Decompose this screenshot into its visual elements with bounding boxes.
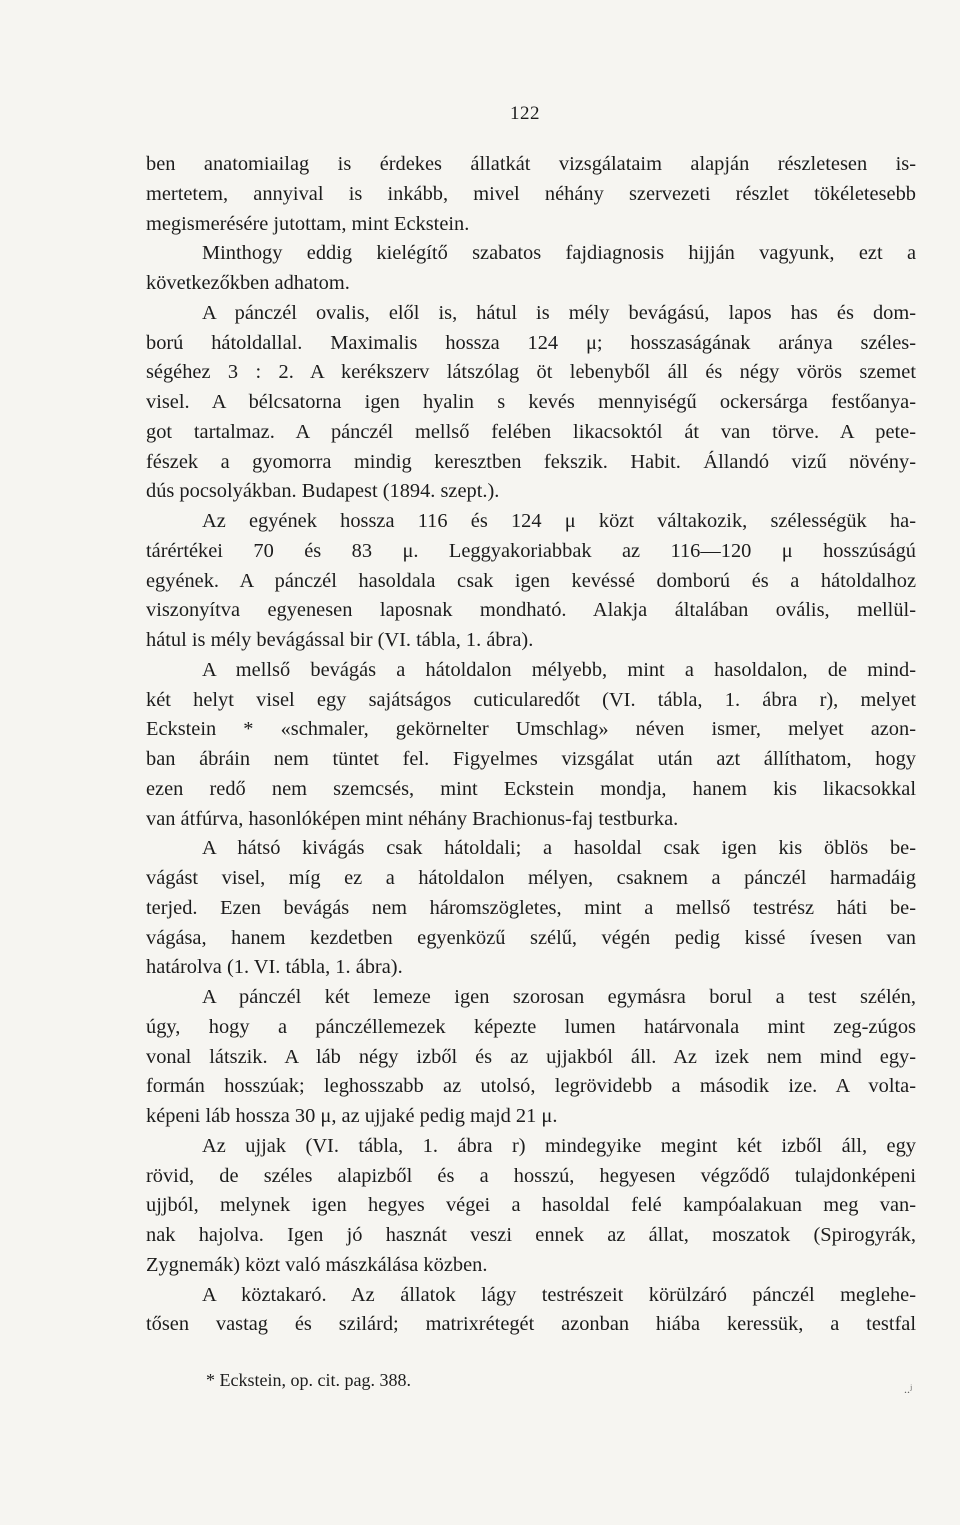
text-line: ezen redő nem szemcsés, mint Eckstein mondja, hanem kis likacsokkal <box>146 777 916 800</box>
text-line: dús pocsolyákban. Budapest (1894. szept.). <box>146 480 500 503</box>
text-line: Eckstein * «schmaler, gekörnelter Umschlag» néven ismer, melyet azon- <box>146 718 916 741</box>
text-line: viszonyítva egyenesen laposnak mondható. Alakja általában ovális, mellül- <box>146 599 916 622</box>
text-line: vágása, hanem kezdetben egyenközű szélű, végén pedig kissé ívesen van <box>146 926 916 949</box>
text-line: következőkben adhatom. <box>146 272 350 294</box>
text-line: fészek a gyomorra mindig keresztben fekszik. Habit. Állandó vizű növény- <box>146 450 916 473</box>
corner-mark: ..ʲ <box>904 1382 912 1396</box>
body-text <box>146 150 916 1340</box>
text-line: úgy, hogy a pánczéllemezek képezte lumen határvonala mint zeg-zúgos <box>146 1015 916 1038</box>
footnote: * Eckstein, op. cit. pag. 388. <box>206 1370 411 1390</box>
text-line: A pánczél ovalis, elől is, hátul is mély bevágású, lapos has és dom- <box>202 301 916 324</box>
text-line: megismerésére jutottam, mint Eckstein. <box>146 212 470 235</box>
text-line: Minthogy eddig kielégítő szabatos fajdiagnosis hijján vagyunk, ezt a <box>202 242 916 265</box>
text-line: got tartalmaz. A pánczél mellső felében likacsoktól át van törve. A pete- <box>146 420 916 443</box>
text-line: egyének. A pánczél hasoldala csak igen kevéssé domború és a hátoldalhoz <box>146 569 916 592</box>
text-line: ben anatomiailag is érdekes állatkát vizsgálataim alapján részletesen is- <box>146 153 916 175</box>
text-line: vonal látszik. A láb négy izből és az ujjakból áll. Az izek nem mind egy- <box>146 1045 916 1068</box>
text-line: formán hosszúak; leghosszabb az utolsó, legrövidebb a második ize. A volta- <box>146 1075 916 1098</box>
text-line: hátul is mély bevágással bir (VI. tábla, 1. ábra). <box>146 629 534 651</box>
text-line: Az egyének hossza 116 és 124 μ közt váltakozik, szélességük ha- <box>202 510 916 532</box>
text-line: A mellső bevágás a hátoldalon mélyebb, mint a hasoldalon, de mind- <box>202 658 916 681</box>
page-number: 122 <box>510 103 540 124</box>
text-line: nak hajolva. Igen jó hasznát veszi ennek az állat, moszatok (Spirogyrák, <box>146 1224 916 1246</box>
text-line: ború hátoldallal. Maximalis hossza 124 μ; hosszaságának aránya széles- <box>146 331 916 354</box>
text-line: rövid, de széles alapizből és a hosszú, hegyesen végződő tulajdonképeni <box>146 1164 916 1187</box>
text-line: határolva (1. VI. tábla, 1. ábra). <box>146 956 403 979</box>
text-line: terjed. Ezen bevágás nem háromszögletes, mint a mellső testrész háti be- <box>146 896 916 919</box>
text-line: ban ábráin nem tüntet fel. Figyelmes vizsgálat után azt állíthatom, hogy <box>146 748 916 770</box>
text-line: vágást visel, míg ez a hátoldalon mélyen, csaknem a pánczél harmadáig <box>146 867 916 889</box>
text-line: tárértékei 70 és 83 μ. Leggyakoriabbak az 116—120 μ hosszúságú <box>146 539 916 562</box>
text-line: mertetem, annyival is inkább, mivel néhány szervezeti részlet tökéletesebb <box>146 182 916 205</box>
text-line: ujjból, melynek igen hegyes végei a hasoldal felé kampóalakuan meg van- <box>146 1194 916 1217</box>
text-line: van átfúrva, hasonlóképen mint néhány Brachionus-faj testburka. <box>146 807 679 830</box>
text-line: Zygnemák) közt való mászkálása közben. <box>146 1253 488 1276</box>
text-line: visel. A bélcsatorna igen hyalin s kevés mennyiségű ockersárga festőanya- <box>146 391 916 413</box>
text-line: A köztakaró. Az állatok lágy testrészeit körülzáró pánczél meglehe- <box>202 1283 916 1306</box>
text-line: A pánczél két lemeze igen szorosan egymásra borul a test szélén, <box>202 986 916 1008</box>
text-line: ségéhez 3 : 2. A kerékszerv látszólag öt lebenyből áll és négy vörös szemet <box>146 361 916 384</box>
text-line: tősen vastag és szilárd; matrixrétegét azonban hiába keressük, a testfal <box>146 1313 916 1336</box>
text-line: két helyt visel egy sajátságos cuticularedőt (VI. tábla, 1. ábra r), melyet <box>146 688 916 711</box>
text-line: A hátsó kivágás csak hátoldali; a hasoldal csak igen kis öblös be- <box>202 837 916 860</box>
text-line: képeni láb hossza 30 μ, az ujjaké pedig majd 21 μ. <box>146 1105 558 1127</box>
text-line: Az ujjak (VI. tábla, 1. ábra r) mindegyike megint két izből áll, egy <box>202 1134 916 1157</box>
